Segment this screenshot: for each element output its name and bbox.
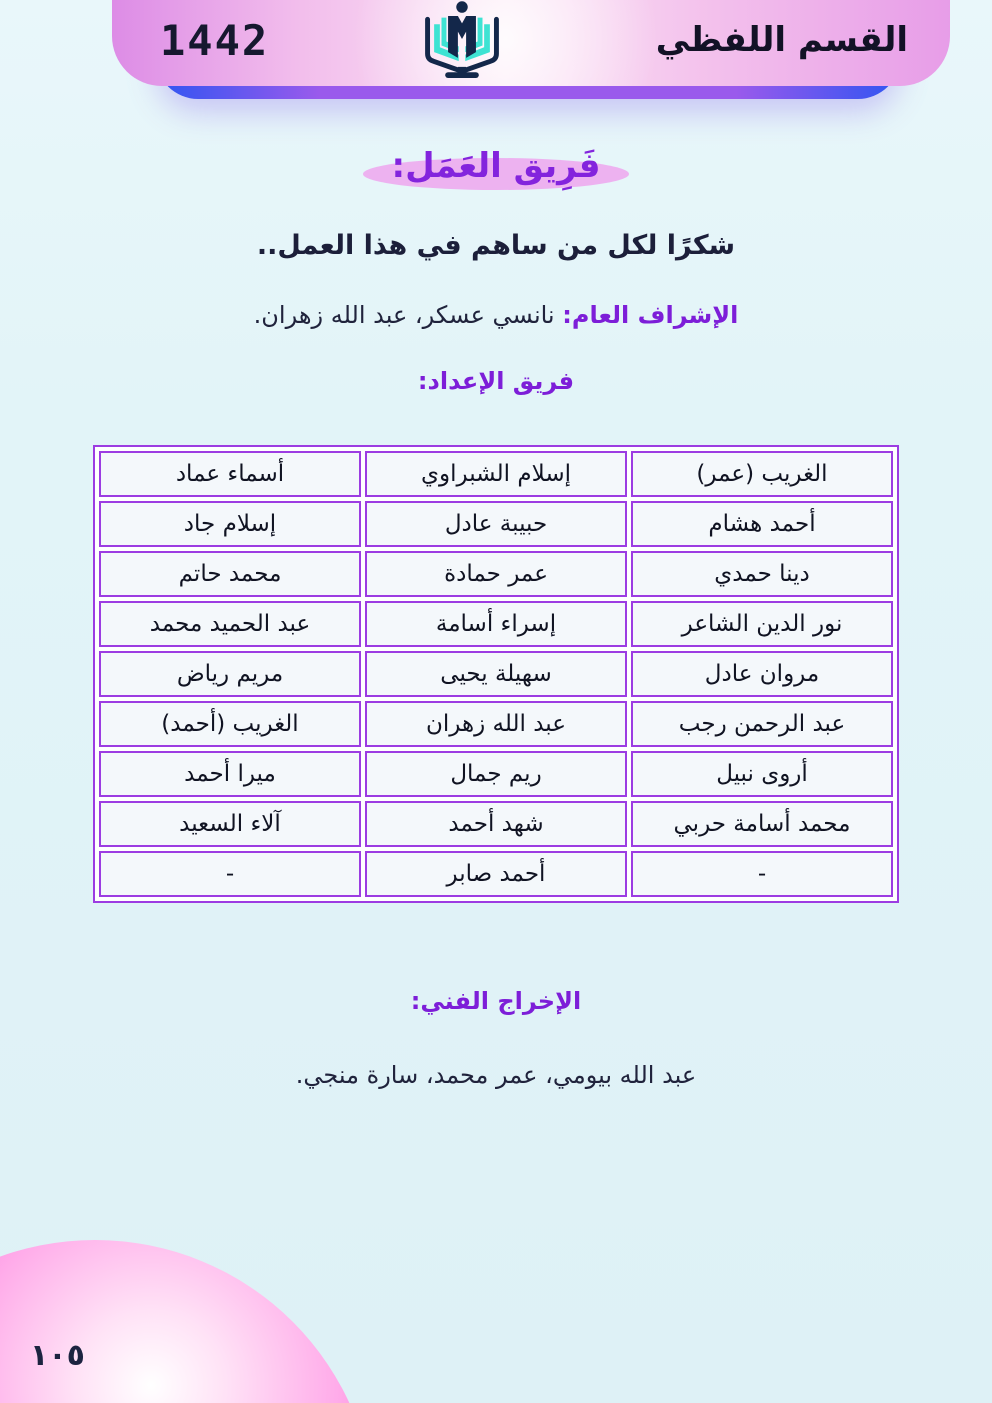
table-row bbox=[99, 501, 893, 547]
team-member-cell: ريم جمال bbox=[365, 751, 627, 797]
team-member-cell: الغريب (أحمد) bbox=[99, 701, 361, 747]
team-member-cell: محمد أسامة حربي bbox=[631, 801, 893, 847]
supervision-names: نانسي عسكر، عبد الله زهران. bbox=[253, 301, 563, 329]
team-member-cell: سهيلة يحيى bbox=[365, 651, 627, 697]
supervision-label: الإشراف العام: bbox=[562, 301, 739, 329]
team-member-cell: - bbox=[99, 851, 361, 897]
supervision-line bbox=[0, 301, 992, 329]
table-row bbox=[99, 451, 893, 497]
team-member-cell: إسراء أسامة bbox=[365, 601, 627, 647]
art-direction-names: عبد الله بيومي، عمر محمد، سارة منجي. bbox=[295, 1061, 697, 1089]
page-number: ١٠٥ bbox=[30, 1338, 85, 1373]
team-member-cell: شهد أحمد bbox=[365, 801, 627, 847]
thanks-line: شكرًا لكل من ساهم في هذا العمل.. bbox=[256, 230, 736, 261]
team-member-cell: إسلام جاد bbox=[99, 501, 361, 547]
team-member-cell: - bbox=[631, 851, 893, 897]
team-member-cell: نور الدين الشاعر bbox=[631, 601, 893, 647]
section-title: القسم اللفظي bbox=[655, 20, 908, 60]
team-member-cell: إسلام الشبراوي bbox=[365, 451, 627, 497]
team-member-cell: مروان عادل bbox=[631, 651, 893, 697]
team-member-cell: أحمد صابر bbox=[365, 851, 627, 897]
prep-team-table bbox=[93, 445, 899, 903]
table-row bbox=[99, 701, 893, 747]
prep-team-heading: فريق الإعداد: bbox=[417, 367, 575, 395]
team-member-cell: عمر حمادة bbox=[365, 551, 627, 597]
prep-team-table-body bbox=[99, 451, 893, 897]
team-member-cell: دينا حمدي bbox=[631, 551, 893, 597]
table-row bbox=[99, 801, 893, 847]
team-member-cell: محمد حاتم bbox=[99, 551, 361, 597]
year-badge: 1442 bbox=[160, 15, 270, 65]
team-member-cell: عبد الله زهران bbox=[365, 701, 627, 747]
team-member-cell: حبيبة عادل bbox=[365, 501, 627, 547]
team-member-cell: ميرا أحمد bbox=[99, 751, 361, 797]
team-member-cell: أحمد هشام bbox=[631, 501, 893, 547]
team-member-cell: الغريب (عمر) bbox=[631, 451, 893, 497]
team-member-cell: أروى نبيل bbox=[631, 751, 893, 797]
page-title: فَرِيق العَمَل: bbox=[391, 146, 601, 186]
table-row bbox=[99, 601, 893, 647]
team-member-cell: عبد الرحمن رجب bbox=[631, 701, 893, 747]
team-member-cell: مريم رياض bbox=[99, 651, 361, 697]
team-member-cell: آلاء السعيد bbox=[99, 801, 361, 847]
table-row bbox=[99, 551, 893, 597]
table-row bbox=[99, 651, 893, 697]
table-row bbox=[99, 851, 893, 897]
page-title-wrap bbox=[387, 146, 604, 186]
art-direction-heading: الإخراج الفني: bbox=[410, 987, 582, 1015]
pink-ball-decoration bbox=[0, 1240, 375, 1403]
team-member-cell: أسماء عماد bbox=[99, 451, 361, 497]
team-member-cell: عبد الحميد محمد bbox=[99, 601, 361, 647]
table-row bbox=[99, 751, 893, 797]
